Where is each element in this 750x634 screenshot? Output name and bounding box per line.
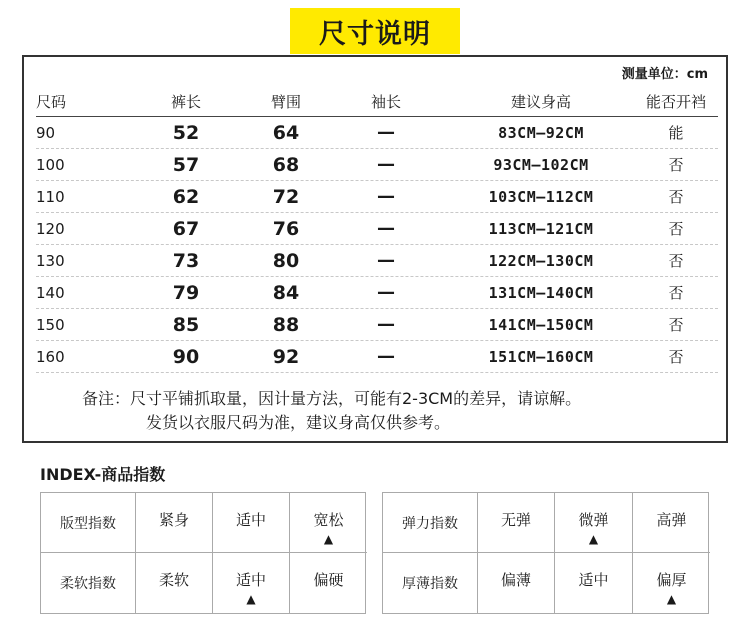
cell-open-crotch: 否 <box>668 284 684 302</box>
cell-size: 100 <box>36 155 65 174</box>
measurement-unit: 测量单位：cm <box>621 67 708 82</box>
index-option <box>555 493 633 553</box>
header-sleeve-length: 袖长 <box>370 93 401 111</box>
cell-arm-circumference: 80 <box>272 249 300 272</box>
cell-recommended-height: 113CM—121CM <box>488 219 594 238</box>
index-label: 弹力指数 <box>383 493 478 553</box>
index-option-label: 适中 <box>235 571 266 589</box>
table-row <box>36 149 718 181</box>
index-option <box>136 493 213 553</box>
cell-recommended-height: 103CM—112CM <box>488 187 594 206</box>
size-table <box>36 87 718 373</box>
cell-open-crotch: 否 <box>668 316 684 334</box>
index-option-label: 微弹 <box>578 511 609 529</box>
table-row <box>36 117 718 149</box>
cell-sleeve-length: — <box>377 250 395 271</box>
index-option-label: 紧身 <box>158 511 189 529</box>
cell-arm-circumference: 88 <box>272 313 300 336</box>
cell-size: 160 <box>36 347 65 366</box>
cell-pants-length: 52 <box>172 121 200 144</box>
index-option-label: 柔软 <box>158 571 189 589</box>
header-open-crotch: 能否开裆 <box>645 93 706 111</box>
selected-triangle-icon: ▲ <box>588 532 599 546</box>
table-row <box>36 277 718 309</box>
cell-size: 150 <box>36 315 65 334</box>
note-line-1: 备注：尺寸平铺抓取量，因计量方法，可能有2-3CM的差异，请谅解。 <box>82 389 582 408</box>
cell-recommended-height: 122CM—130CM <box>488 251 594 270</box>
cell-arm-circumference: 76 <box>272 217 300 240</box>
index-option <box>478 553 555 613</box>
cell-pants-length: 90 <box>172 345 200 368</box>
cell-arm-circumference: 68 <box>272 153 300 176</box>
header-arm-circumference: 臂围 <box>270 93 301 111</box>
header-recommended-height: 建议身高 <box>510 93 571 111</box>
table-row <box>36 341 718 373</box>
index-grid-right <box>382 492 709 614</box>
cell-arm-circumference: 92 <box>272 345 300 368</box>
cell-recommended-height: 93CM—102CM <box>493 155 589 174</box>
index-option-label: 偏薄 <box>500 571 531 589</box>
index-option <box>478 493 555 553</box>
cell-size: 120 <box>36 219 65 238</box>
cell-arm-circumference: 64 <box>272 121 300 144</box>
cell-sleeve-length: — <box>377 122 395 143</box>
index-label: 柔软指数 <box>41 553 136 613</box>
index-label: 厚薄指数 <box>383 553 478 613</box>
cell-open-crotch: 能 <box>668 124 684 142</box>
index-option-label: 适中 <box>235 511 266 529</box>
cell-size: 140 <box>36 283 65 302</box>
index-option <box>290 493 367 553</box>
cell-open-crotch: 否 <box>668 348 684 366</box>
index-option-label: 适中 <box>578 571 609 589</box>
cell-pants-length: 79 <box>172 281 200 304</box>
cell-open-crotch: 否 <box>668 220 684 238</box>
cell-sleeve-length: — <box>377 346 395 367</box>
selected-triangle-icon: ▲ <box>666 592 677 606</box>
cell-pants-length: 67 <box>172 217 200 240</box>
cell-size: 130 <box>36 251 65 270</box>
size-chart-panel <box>22 55 728 443</box>
cell-open-crotch: 否 <box>668 252 684 270</box>
index-option-label: 宽松 <box>313 511 344 529</box>
cell-pants-length: 73 <box>172 249 200 272</box>
table-row <box>36 309 718 341</box>
header-size: 尺码 <box>36 93 67 111</box>
index-option <box>290 553 367 613</box>
table-row <box>36 245 718 277</box>
cell-pants-length: 85 <box>172 313 200 336</box>
index-option <box>213 553 290 613</box>
index-option-label: 偏硬 <box>313 571 344 589</box>
index-grid-left <box>40 492 366 614</box>
cell-pants-length: 57 <box>172 153 200 176</box>
cell-size: 90 <box>36 123 56 142</box>
cell-pants-length: 62 <box>172 185 200 208</box>
index-option <box>136 553 213 613</box>
cell-sleeve-length: — <box>377 218 395 239</box>
size-table-header <box>36 87 718 117</box>
index-label: 版型指数 <box>41 493 136 553</box>
cell-sleeve-length: — <box>377 282 395 303</box>
cell-arm-circumference: 84 <box>272 281 300 304</box>
note-line-2: 发货以衣服尺码为准，建议身高仅供参考。 <box>146 413 451 432</box>
cell-sleeve-length: — <box>377 314 395 335</box>
table-row <box>36 181 718 213</box>
index-title: INDEX-商品指数 <box>40 465 166 484</box>
index-option <box>633 493 710 553</box>
cell-recommended-height: 151CM—160CM <box>488 347 594 366</box>
cell-recommended-height: 131CM—140CM <box>488 283 594 302</box>
cell-recommended-height: 83CM—92CM <box>498 123 584 142</box>
index-option <box>633 553 710 613</box>
size-note <box>82 387 581 435</box>
cell-arm-circumference: 72 <box>272 185 300 208</box>
index-option-label: 偏厚 <box>656 571 687 589</box>
cell-sleeve-length: — <box>377 154 395 175</box>
page-title: 尺寸说明 <box>290 8 460 54</box>
selected-triangle-icon: ▲ <box>323 532 334 546</box>
index-option <box>555 553 633 613</box>
table-row <box>36 213 718 245</box>
index-option-label: 无弹 <box>500 511 531 529</box>
selected-triangle-icon: ▲ <box>246 592 256 606</box>
index-option <box>213 493 290 553</box>
cell-open-crotch: 否 <box>668 188 684 206</box>
index-option-label: 高弹 <box>656 511 687 529</box>
cell-recommended-height: 141CM—150CM <box>488 315 594 334</box>
cell-size: 110 <box>36 187 65 206</box>
cell-sleeve-length: — <box>377 186 395 207</box>
cell-open-crotch: 否 <box>668 156 684 174</box>
header-pants-length: 裤长 <box>170 93 201 111</box>
